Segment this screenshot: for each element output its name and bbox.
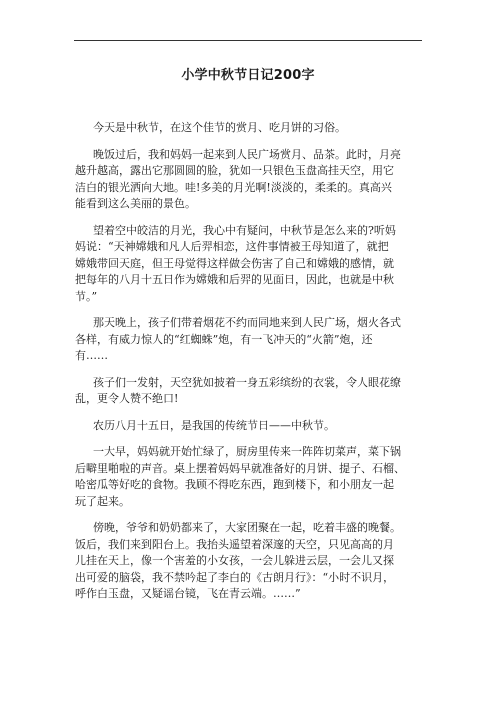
paragraph-line: 有…… <box>75 349 108 362</box>
paragraph-line: 各样，有威力惊人的“红蜘蛛”炮，有一飞冲天的“火箭”炮，还 <box>75 332 373 346</box>
paragraph-line: 乱，更令人赞不绝口! <box>75 392 179 405</box>
paragraph-line: 节。” <box>75 289 98 303</box>
paragraph-line: 越升越高，露出它那圆圆的脸，犹如一只银色玉盘高挂天空，用它 <box>75 164 394 177</box>
paragraph-line: 一大早，妈妈就开始忙绿了，厨房里传来一阵阵切菜声，菜下锅 <box>93 445 401 458</box>
paragraph-line: 儿挂在天上，像一个害羞的小女孩，一会儿躲进云层，一会儿又探 <box>75 554 394 567</box>
paragraph <box>75 444 425 510</box>
paragraph-line: 傍晚，爷爷和奶奶都来了，大家团聚在一起，吃着丰盛的晚餐。 <box>93 521 401 534</box>
header-rule <box>74 40 422 41</box>
diary-body <box>75 120 425 613</box>
paragraph-line: 呼作白玉盘，又疑谣台镜，飞在青云端。……” <box>75 587 301 600</box>
paragraph-line: 妈说：“天神嫦娥和凡人后羿相恋，这件事情被王母知道了，就把 <box>75 240 389 253</box>
paragraph-line: 晚饭过后，我和妈妈一起来到人民广场赏月、品茶。此时，月亮 <box>93 147 401 161</box>
paragraph-line: 饭后，我们来到阳台上。我抬头遥望着深邃的天空，只见高高的月 <box>75 537 394 551</box>
paragraph-line: 能看到这么美丽的景色。 <box>75 197 196 210</box>
paragraph <box>75 120 425 137</box>
paragraph <box>75 147 425 213</box>
paragraph <box>75 315 425 365</box>
paragraph-line: 嫦娥带回天庭，但王母觉得这样做会伤害了自己和嫦娥的感情，就 <box>75 256 394 270</box>
paragraph-line: 洁白的银光洒向大地。哇!多美的月光啊!淡淡的，柔柔的。真高兴 <box>75 180 392 194</box>
paragraph-line: 玩了起来。 <box>75 494 130 508</box>
paragraph-line: 出可爱的脑袋，我不禁吟起了李白的《古朗月行》：“小时不识月， <box>75 570 395 584</box>
paragraph <box>75 375 425 408</box>
page-title: 小学中秋节日记200字 <box>181 68 315 83</box>
paragraph-line: 哈密瓜等好吃的食物。我顾不得吃东西，跑到楼下，和小朋友一起 <box>75 478 394 491</box>
paragraph-line: 孩子们一发射，天空犹如披着一身五彩缤纷的衣裳，令人眼花缭 <box>93 375 401 389</box>
paragraph-line: 那天晚上，孩子们带着烟花不约而同地来到人民广场，烟火各式 <box>93 316 401 329</box>
paragraph-line: 望着空中皎洁的月光，我心中有疑问，中秋节是怎么来的?听妈 <box>93 223 396 237</box>
paragraph <box>75 520 425 603</box>
paragraph-line: 把每年的八月十五日作为嫦娥和后羿的见面日，因此，也就是中秋 <box>75 273 394 286</box>
paragraph-line: 农历八月十五日，是我国的传统节日——中秋节。 <box>93 418 335 432</box>
paragraph <box>75 418 425 435</box>
paragraph-line: 今天是中秋节，在这个佳节的赏月、吃月饼的习俗。 <box>93 121 346 134</box>
paragraph <box>75 223 425 306</box>
paragraph-line: 后噼里啪啦的声音。桌上摆着妈妈早就准备好的月饼、提子、石榴、 <box>75 461 405 475</box>
